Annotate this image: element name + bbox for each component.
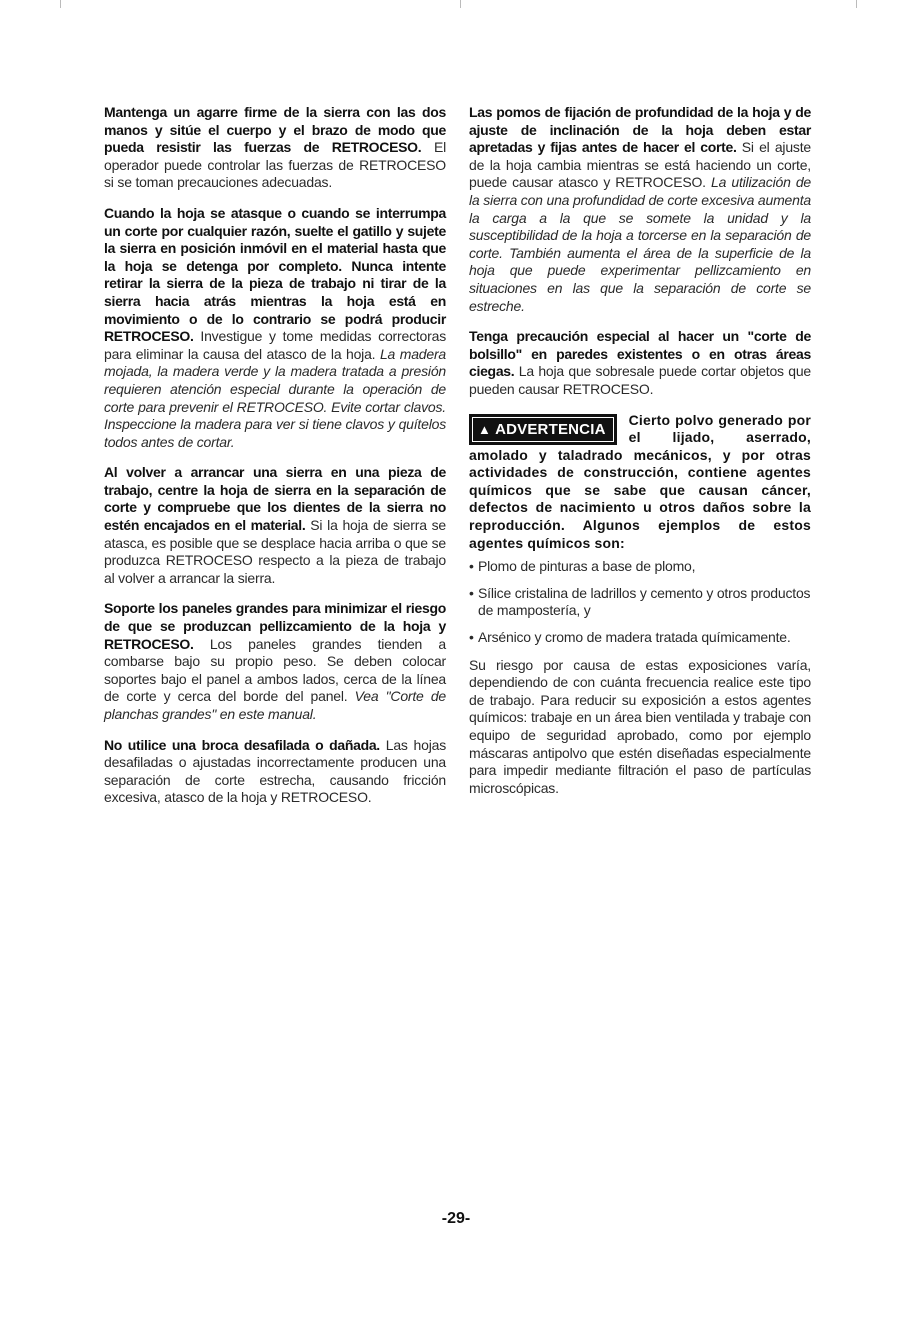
bullet-icon: •	[469, 629, 474, 646]
paragraph-bold: Al volver a arrancar una sierra en una pieza de trabajo, centre la hoja de sierra en la separación de corte y compruebe que los dientes de la sierra no estén encajados en el material.	[104, 464, 446, 534]
paragraph-large-panels	[104, 600, 446, 723]
bullet-icon: •	[469, 558, 474, 575]
paragraph-text: Si la hoja de sierra se atasca, es posible que se desplace hacia arriba o que se produzca RETROCESO respecto a la pieza de trabajo al volver a arrancar la sierra.	[104, 517, 446, 586]
paragraph-text: Las hojas desafiladas o ajustadas incorrectamente producen una separación de corte estrecha, causando fricción excesiva, atasco de la hoja y RETROCESO.	[104, 736, 446, 806]
crop-mark	[60, 0, 61, 8]
warning-badge	[469, 414, 617, 445]
paragraph-bold: Mantenga un agarre firme de la sierra con las dos manos y sitúe el cuerpo y el brazo de modo que pueda resistir las fuerzas de RETROCESO.	[104, 104, 446, 156]
page-number: -29-	[441, 1210, 471, 1227]
paragraph-blade-binding	[104, 205, 446, 451]
paragraph-pocket-cut	[469, 328, 811, 398]
list-item-text: Arsénico y cromo de madera tratada químicamente.	[478, 629, 791, 646]
paragraph-italic: La utilización de la sierra con una profundidad de corte excesiva aumenta la carga a la que se somete la unidad y la susceptibilidad de la hoja a torcerse en la separación de corte. También aumenta el área de la superficie de la hoja que puede experimentar pellizcamiento en situaciones en las que la separación de corte se estreche.	[469, 174, 811, 314]
paragraph-text: Los paneles grandes tienden a combarse bajo su propio peso. Se deben colocar soportes bajo el panel a ambos lados, cerca de la línea de corte y cerca del borde del panel.	[104, 635, 446, 705]
paragraph-text: La hoja que sobresale puede cortar objetos que pueden causar RETROCESO.	[469, 363, 811, 397]
paragraph-bold: Tenga precaución especial al hacer un "corte de bolsillo" en paredes existentes o en otras áreas ciegas.	[469, 328, 811, 380]
paragraph-text: Si el ajuste de la hoja cambia mientras se está haciendo un corte, puede causar atasco y RETROCESO.	[469, 139, 811, 191]
warning-label: ADVERTENCIA	[495, 420, 606, 438]
bullet-icon: •	[469, 584, 474, 601]
paragraph-bold: Las pomos de fijación de profundidad de la hoja y de ajuste de inclinación de la hoja deben estar apretadas y fijas antes de hacer el corte.	[469, 104, 811, 156]
crop-mark	[856, 0, 857, 8]
paragraph-text: Investigue y tome medidas correctoras para eliminar la causa del atasco de la hoja.	[104, 328, 446, 362]
paragraph-bold: Soporte los paneles grandes para minimizar el riesgo de que se produzcan pellizcamiento de la hoja y RETROCESO.	[104, 600, 446, 652]
paragraph-italic: La madera mojada, la madera verde y la madera tratada a presión requieren atención especial durante la operación de corte para prevenir el RETROCESO. Evite cortar clavos. Inspeccione la madera para ver si tiene clavos y quítelos todos antes de cortar.	[104, 345, 446, 450]
paragraph-dull-blade	[104, 737, 446, 807]
list-item-text: Plomo de pinturas a base de plomo,	[478, 558, 696, 575]
warning-block	[469, 412, 811, 553]
paragraph-bold: Cuando la hoja se atasque o cuando se interrumpa un corte por cualquier razón, suelte el gatillo y sujete la sierra en posición inmóvil en el material hasta que la hoja se detenga por completo. Nunca intente retirar la sierra de la pieza de trabajo ni tirar de la sierra hacia atrás mientras la hoja está en movimiento o de lo contrario se podrá producir RETROCESO.	[104, 204, 446, 345]
list-item-text: Sílice cristalina de ladrillos y cemento y otros productos de mampostería, y	[478, 584, 811, 619]
list-item	[469, 558, 811, 576]
right-column	[469, 104, 811, 810]
left-column	[104, 104, 446, 820]
paragraph-restart-saw	[104, 464, 446, 587]
paragraph-text: El operador puede controlar las fuerzas de RETROCESO si se toman precauciones adecuadas.	[104, 139, 446, 191]
warning-text: Cierto polvo generado por el lijado, aserrado, amolado y taladrado mecánicos, y por otras actividades de construcción, contiene agentes químicos que se sabe que causan cáncer, defectos de nacimiento u otros daños sobre la reproducción. Algunos ejemplos de estos agentes químicos son:	[469, 411, 811, 551]
paragraph-bold: No utilice una broca desafilada o dañada.	[104, 736, 380, 753]
paragraph-firm-grip	[104, 104, 446, 192]
list-item	[469, 585, 811, 620]
paragraph-exposure-risk: Su riesgo por causa de estas exposiciones varía, dependiendo de con cuánta frecuencia realice este tipo de trabajo. Para reducir su exposición a estos agentes químicos: trabaje en un área bien ventilada y trabaje con equipo de seguridad aprobado, como por ejemplo máscaras antipolvo que estén diseñadas especialmente para impedir mediante filtración el paso de partículas microscópicas.	[469, 656, 811, 796]
warning-triangle-icon: ▲	[478, 421, 492, 437]
list-item	[469, 629, 811, 647]
crop-mark	[460, 0, 461, 8]
paragraph-locking-knobs	[469, 104, 811, 315]
chemical-list	[469, 558, 811, 646]
paragraph-italic: Vea "Corte de planchas grandes" en este manual.	[104, 688, 446, 722]
